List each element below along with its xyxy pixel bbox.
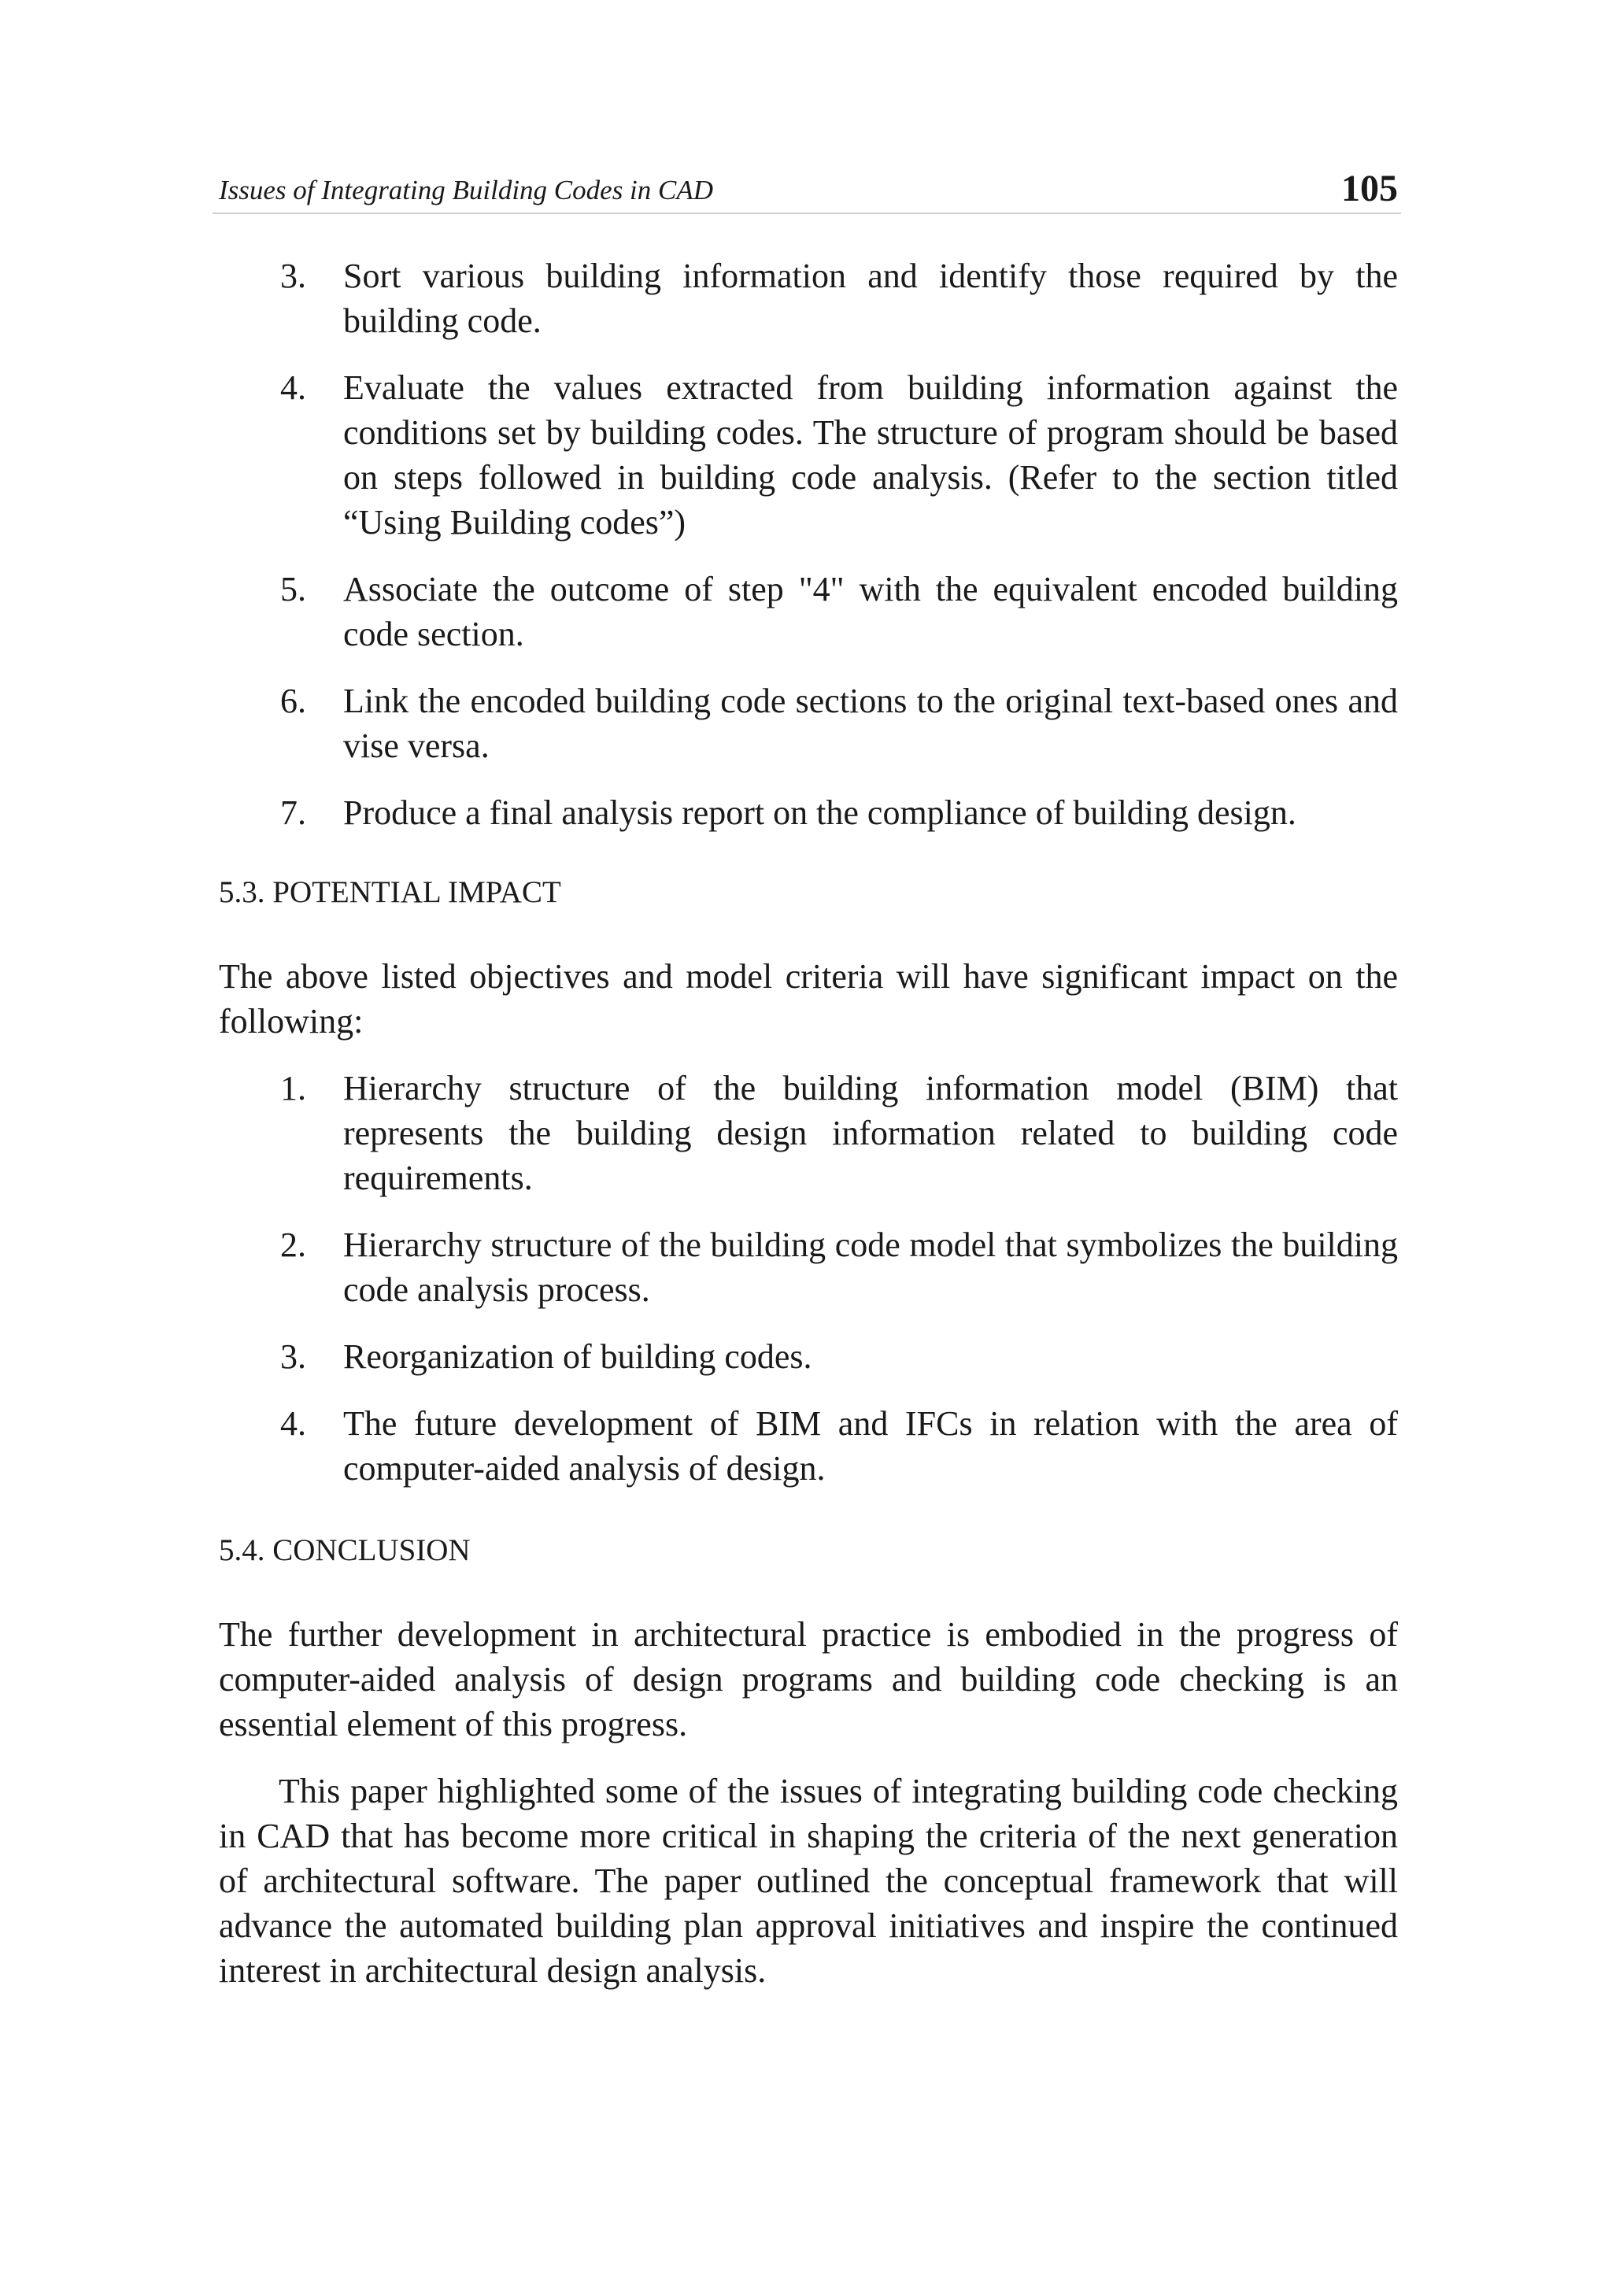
- list-item: [219, 1066, 1398, 1200]
- list-item: [219, 253, 1398, 343]
- list-item: [219, 1222, 1398, 1312]
- list-item: [219, 790, 1398, 835]
- list-item-number: 4.: [280, 368, 306, 407]
- list-item-number: 2.: [280, 1226, 306, 1264]
- section-heading-conclusion: 5.4. CONCLUSION: [219, 1533, 471, 1567]
- list-item-text: Hierarchy structure of the building code model that symbolizes the building code analysis process.: [343, 1226, 1398, 1309]
- list-item-text: Hierarchy structure of the building information model (BIM) that represents the building design information related to building code requirements.: [343, 1069, 1398, 1197]
- header-rule: [213, 213, 1401, 214]
- list-item-number: 6.: [280, 682, 306, 720]
- list-item: [219, 567, 1398, 656]
- paragraph: The further development in architectural practice is embodied in the progress of computer-aided analysis of design programs and building code checking is an essential element of this progress.: [219, 1615, 1398, 1743]
- list-item-number: 5.: [280, 570, 306, 608]
- section-heading-potential-impact: 5.3. POTENTIAL IMPACT: [219, 875, 561, 909]
- list-item-text: Associate the outcome of step "4" with the equivalent encoded building code section.: [343, 570, 1398, 653]
- list-item-number: 3.: [280, 1337, 306, 1376]
- list-item-text: The future development of BIM and IFCs in relation with the area of computer-aided analysis of design.: [343, 1404, 1398, 1488]
- list-item: [219, 1401, 1398, 1491]
- paragraph: The above listed objectives and model criteria will have significant impact on the following:: [219, 957, 1398, 1041]
- list-item: [219, 678, 1398, 768]
- conclusion-body: [219, 1612, 1398, 1993]
- running-title: Issues of Integrating Building Codes in CAD: [219, 175, 714, 205]
- potential-impact-intro: [219, 954, 1398, 1044]
- running-header: [219, 167, 1398, 214]
- list-item-number: 3.: [280, 257, 306, 295]
- list-item-text: Reorganization of building codes.: [343, 1337, 812, 1376]
- list-item-number: 7.: [280, 793, 306, 832]
- page-number: 105: [1341, 168, 1398, 209]
- continued-step-list: [219, 253, 1398, 835]
- list-item-number: 4.: [280, 1404, 306, 1443]
- list-item-text: Evaluate the values extracted from building information against the conditions set by building codes. The structure of program should be based on steps followed in building code analysis. (Refer to the section titled “Using Building codes”): [343, 368, 1398, 542]
- list-item: [219, 1334, 1398, 1379]
- list-item-text: Sort various building information and identify those required by the building code.: [343, 257, 1398, 340]
- list-item-number: 1.: [280, 1069, 306, 1107]
- list-item-text: Link the encoded building code sections to the original text-based ones and vise versa.: [343, 682, 1398, 765]
- list-item-text: Produce a final analysis report on the compliance of building design.: [343, 793, 1296, 832]
- paragraph: This paper highlighted some of the issues of integrating building code checking in CAD that has become more critical in shaping the criteria of the next generation of architectural software. The paper outlined the conceptual framework that will advance the automated building plan approval initiatives and inspire the continued interest in architectural design analysis.: [219, 1772, 1398, 1990]
- list-item: [219, 365, 1398, 545]
- potential-impact-list: [219, 1066, 1398, 1491]
